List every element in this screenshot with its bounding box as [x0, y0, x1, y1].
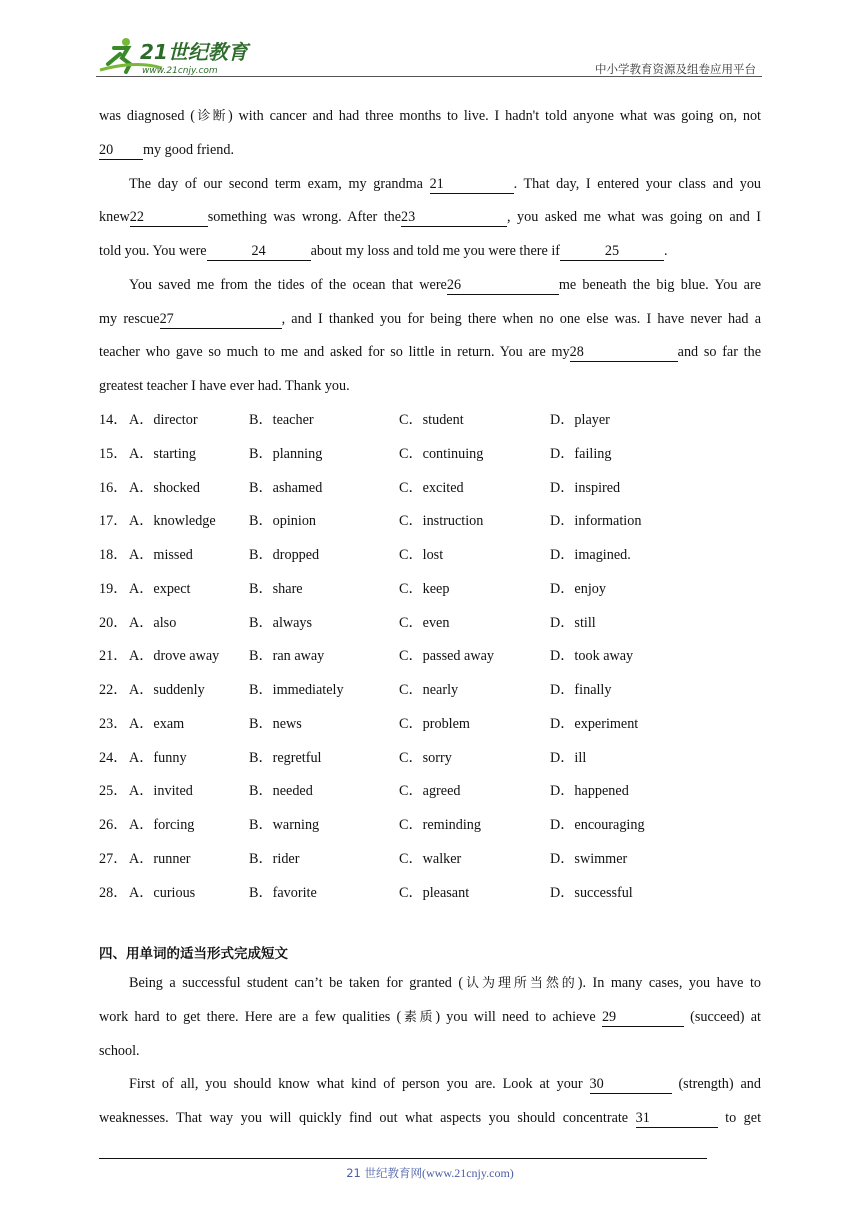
option-a: A．starting: [129, 445, 196, 462]
question-number: 14．: [99, 412, 128, 428]
option-c: C．student: [399, 412, 464, 428]
option-b: B．needed: [249, 783, 313, 800]
option-b: B．ran away: [249, 648, 325, 665]
header-divider: [96, 76, 762, 77]
blank-23: 23: [401, 209, 507, 227]
option-row: [99, 883, 761, 903]
question-number: 24．: [99, 749, 128, 766]
blank-25: 25: [560, 243, 664, 261]
option-b: B．dropped: [249, 547, 320, 563]
question-number: 15．: [99, 445, 128, 462]
option-c: C．reminding: [399, 817, 481, 833]
option-c: C．pleasant: [399, 884, 470, 901]
question-number: 19．: [99, 580, 128, 597]
option-d: D．failing: [550, 445, 612, 462]
section4-line-4: First of all, you should know what kind of person you are. Look at your 30 (strength) and: [129, 1076, 761, 1092]
option-d: D．experiment: [550, 715, 639, 732]
option-row: [99, 410, 761, 430]
option-d: D．still: [550, 614, 596, 631]
option-b: B．immediately: [249, 682, 344, 698]
page-footer: [0, 1165, 860, 1181]
option-a: A．missed: [129, 547, 193, 563]
option-row: [99, 545, 761, 565]
blank-30: 30: [590, 1076, 672, 1094]
blank-22: 22: [130, 209, 208, 227]
option-d: D．player: [550, 412, 610, 428]
blank-28: 28: [570, 344, 678, 362]
option-b: B．ashamed: [249, 479, 323, 496]
option-c: C．keep: [399, 580, 450, 597]
section4-line-1: Being a successful student can’t be taken for granted (认为理所当然的). In many cases, you have to: [129, 975, 761, 991]
option-b: B．planning: [249, 445, 323, 462]
question-number: 27．: [99, 850, 128, 867]
option-b: B．share: [249, 580, 303, 597]
option-b: B．teacher: [249, 412, 314, 428]
option-b: B．warning: [249, 817, 320, 833]
blank-21: 21: [430, 176, 514, 194]
option-c: C．sorry: [399, 749, 452, 766]
section4-line-5: weaknesses. That way you will quickly find out what aspects you should concentrate 31 to get: [99, 1110, 762, 1126]
option-a: A．suddenly: [129, 682, 205, 698]
option-a: A．shocked: [129, 479, 200, 496]
option-row: [99, 444, 761, 464]
option-row: [99, 680, 761, 700]
option-row: [99, 511, 761, 531]
option-b: B．always: [249, 614, 313, 631]
option-a: A．director: [129, 412, 198, 428]
passage-line-2: 20 my good friend.: [99, 142, 235, 158]
option-b: B．favorite: [249, 884, 317, 901]
blank-31: 31: [636, 1110, 718, 1128]
option-b: B．opinion: [249, 513, 317, 530]
option-d: D．information: [550, 513, 642, 530]
option-d: D．enjoy: [550, 580, 606, 597]
passage-line-9: greatest teacher I have ever had. Thank you.: [99, 378, 350, 394]
option-c: C．even: [399, 614, 450, 631]
option-c: C．nearly: [399, 682, 459, 698]
passage-line-1: was diagnosed (诊断) with cancer and had three months to live. I hadn't told anyone what was going on, not: [99, 108, 761, 124]
logo: [96, 34, 266, 76]
blank-29: 29: [602, 1009, 684, 1027]
option-row: [99, 579, 761, 599]
option-a: A．also: [129, 614, 177, 631]
option-d: D．imagined.: [550, 547, 631, 563]
option-d: D．encouraging: [550, 817, 645, 833]
option-row: [99, 781, 761, 801]
option-c: C．instruction: [399, 513, 484, 530]
option-row: [99, 478, 761, 498]
blank-27: 27: [160, 311, 282, 329]
section-title: 四、用单词的适当形式完成短文: [99, 946, 288, 962]
question-number: 16．: [99, 479, 128, 496]
footer-url: (www.21cnjy.com): [422, 1166, 514, 1180]
option-c: C．problem: [399, 715, 470, 732]
question-number: 23．: [99, 715, 128, 732]
passage-line-6: You saved me from the tides of the ocean that were26 me beneath the big blue. You are: [129, 277, 761, 293]
option-d: D．took away: [550, 648, 634, 665]
blank-20: 20: [99, 142, 143, 160]
option-a: A．curious: [129, 884, 196, 901]
option-c: C．agreed: [399, 783, 461, 800]
section4-line-2: work hard to get there. Here are a few qualities (素质) you will need to achieve 29 (succeed) at: [99, 1009, 761, 1025]
option-b: B．rider: [249, 850, 300, 867]
option-a: A．invited: [129, 783, 193, 800]
option-row: [99, 714, 761, 734]
question-number: 26．: [99, 817, 128, 833]
option-a: A．drove away: [129, 648, 220, 665]
option-a: A．exam: [129, 715, 185, 732]
option-row: [99, 849, 761, 869]
option-a: A．funny: [129, 749, 187, 766]
passage-line-5: told you. You were 24 about my loss and told me you were there if 25 .: [99, 243, 668, 259]
option-c: C．walker: [399, 850, 462, 867]
option-c: C．continuing: [399, 445, 484, 462]
question-number: 22．: [99, 682, 128, 698]
passage-line-4: knew22 something was wrong. After the23 , you asked me what was going on and I: [99, 209, 761, 225]
question-number: 25．: [99, 783, 128, 800]
option-b: B．news: [249, 715, 302, 732]
passage-line-7: my rescue27 , and I thanked you for being there when no one else was. I have never had a: [99, 311, 761, 327]
option-row: [99, 613, 761, 633]
option-d: D．happened: [550, 783, 629, 800]
option-c: C．lost: [399, 547, 444, 563]
question-number: 28．: [99, 884, 128, 901]
option-a: A．runner: [129, 850, 191, 867]
section4-line-3: school.: [99, 1043, 140, 1059]
option-d: D．ill: [550, 749, 587, 766]
option-row: [99, 748, 761, 768]
option-a: A．expect: [129, 580, 191, 597]
option-d: D．swimmer: [550, 850, 628, 867]
option-a: A．knowledge: [129, 513, 216, 530]
footer-site-name: 21 世纪教育网: [346, 1166, 423, 1180]
footer-divider: [99, 1158, 707, 1159]
option-b: B．regretful: [249, 749, 322, 766]
option-row: [99, 646, 761, 666]
option-c: C．passed away: [399, 648, 494, 665]
option-row: [99, 815, 761, 835]
logo-title: 21世纪教育: [140, 40, 248, 64]
logo-url: www.21cnjy.com: [142, 66, 218, 76]
question-number: 18．: [99, 547, 128, 563]
option-d: D．inspired: [550, 479, 621, 496]
blank-26: 26: [447, 277, 559, 295]
question-number: 20．: [99, 614, 128, 631]
header-platform-text: 中小学教育资源及组卷应用平台: [595, 62, 756, 76]
blank-24: 24: [207, 243, 311, 261]
question-number: 21．: [99, 648, 128, 665]
option-c: C．excited: [399, 479, 464, 496]
passage-line-8: teacher who gave so much to me and asked for so little in return. You are my28 and so far the: [99, 344, 761, 360]
option-d: D．successful: [550, 884, 633, 901]
question-number: 17．: [99, 513, 128, 530]
option-a: A．forcing: [129, 817, 195, 833]
option-d: D．finally: [550, 682, 612, 698]
page-header: [96, 30, 762, 78]
passage-line-3: The day of our second term exam, my grandma 21 . That day, I entered your class and you: [129, 176, 762, 192]
